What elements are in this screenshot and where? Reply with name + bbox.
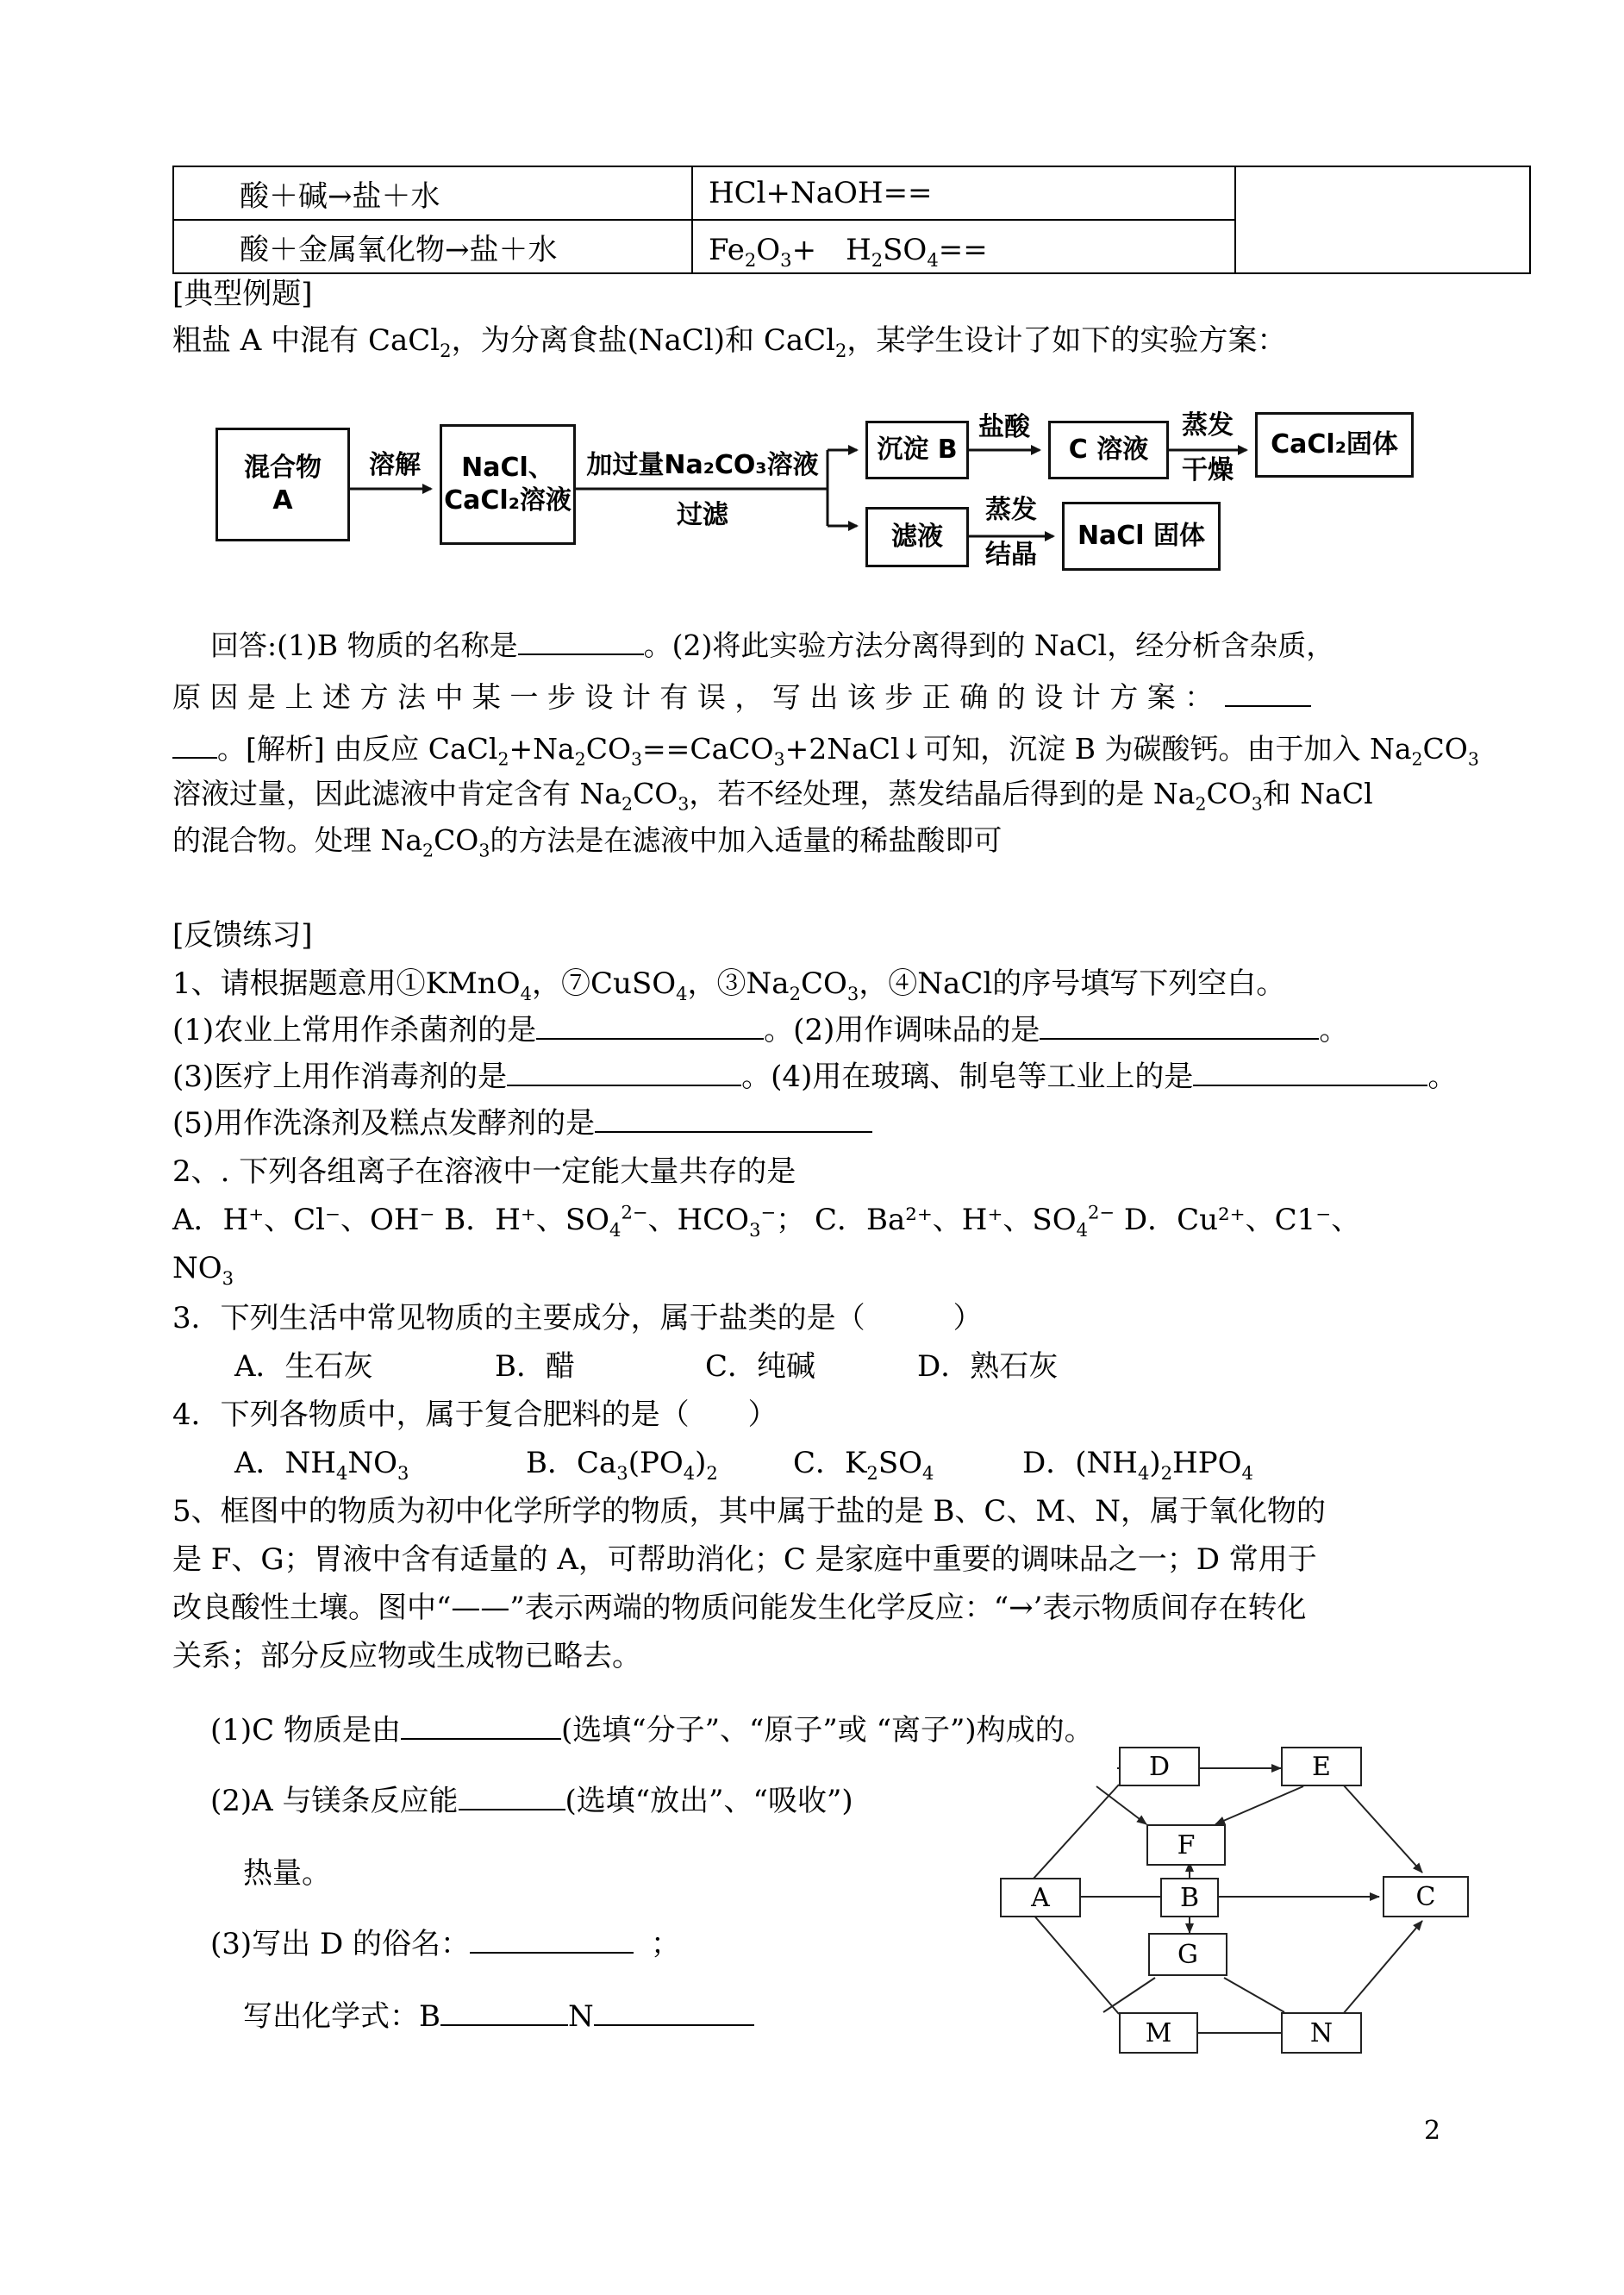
q1-line-2: (3)医疗上用作消毒剂的是 。(4)用在玻璃、制皂等工业上的是 。 bbox=[172, 1060, 1458, 1094]
q1-stem: 1、请根据题意用①KMnO$_4$，⑦CuSO$_4$，$③Na_2CO_3$，④NaCl的序号填写下列空白。 bbox=[172, 966, 1286, 1004]
q1-line-3: (5)用作洗涤剂及糕点发酵剂的是 bbox=[172, 1104, 872, 1143]
box-c-solution: C 溶液 bbox=[1048, 421, 1169, 479]
q3-option-c: C．纯碱 bbox=[705, 1349, 816, 1384]
answer-line-4: 溶液过量，因此滤液中肯定含有 $Na_2CO_3$，若不经处理，蒸发结晶后得到的是 $Na_2CO_3$和 NaCl bbox=[172, 777, 1373, 815]
q5-stem-3: 改良酸性土壤。图中“——”表示两端的物质问能发生化学反应：“→’表示物质间存在转化 bbox=[172, 1591, 1307, 1625]
label-evaporate: 蒸发 bbox=[985, 495, 1037, 525]
relation-diagram bbox=[1000, 1742, 1483, 2069]
table-cell-type: 酸＋金属氧化物→盐＋水 bbox=[173, 220, 692, 273]
node-m: M bbox=[1119, 2012, 1198, 2054]
label-filter: 过滤 bbox=[677, 500, 728, 530]
node-e: E bbox=[1281, 1747, 1362, 1786]
experiment-flowchart bbox=[207, 398, 1431, 588]
q4-option-b: B．$Ca_3(PO_4)_2$ bbox=[526, 1446, 718, 1484]
q5-part-2-cont: 热量。 bbox=[243, 1856, 331, 1891]
box-cacl2-solid: CaCl₂固体 bbox=[1255, 412, 1414, 478]
page-number: 2 bbox=[1424, 2116, 1441, 2146]
q5-part-2: (2)A 与镁条反应能 (选填“放出”、“吸收”) bbox=[210, 1784, 853, 1818]
box-mixture: 混合物 A bbox=[215, 428, 350, 541]
q4-option-d: D．$(NH_4)_2HPO_4$ bbox=[1022, 1446, 1253, 1484]
q5-stem-2: 是 F、G；胃液中含有适量的 A，可帮助消化；C 是家庭中重要的调味品之一；D 常用于 bbox=[172, 1542, 1317, 1577]
q3-option-a: A．生石灰 bbox=[234, 1349, 373, 1384]
box-nacl-solid: NaCl 固体 bbox=[1062, 502, 1221, 571]
label-evaporate: 蒸发 bbox=[1182, 410, 1234, 441]
table-cell-example: $Fe_2O_3+$ $H_2SO_4==$ bbox=[692, 220, 1235, 273]
q2-stem: 2、. 下列各组离子在溶液中一定能大量共存的是 bbox=[172, 1154, 796, 1189]
q2-options-cont: $NO_3$ bbox=[172, 1251, 234, 1289]
label-add-reagent: 加过量Na₂CO₃溶液 bbox=[586, 450, 819, 480]
q5-stem-4: 关系；部分反应物或生成物已略去。 bbox=[172, 1639, 641, 1673]
q5-part-4: 写出化学式：B N bbox=[243, 1997, 754, 2036]
q4-stem: 4．下列各物质中，属于复合肥料的是（ ） bbox=[172, 1398, 778, 1432]
label-hcl: 盐酸 bbox=[978, 412, 1030, 442]
node-f: F bbox=[1146, 1824, 1226, 1866]
q3-option-b: B．醋 bbox=[495, 1349, 575, 1384]
box-solution: NaCl、 CaCl₂溶液 bbox=[440, 424, 576, 545]
section-heading-feedback: [反馈练习] bbox=[172, 918, 313, 953]
node-c: C bbox=[1383, 1876, 1469, 1917]
q5-part-3: (3)写出 D 的俗名： ； bbox=[210, 1927, 681, 1961]
node-a: A bbox=[1000, 1878, 1081, 1917]
answer-line-1: 回答:(1)B 物质的名称是 。(2)将此实验方法分离得到的 NaCl，经分析含杂质， bbox=[210, 628, 1335, 662]
q2-options: A．H⁺、Cl⁻、OH⁻ B．H⁺、$SO_4^{2-}$、$HCO_3^-$； C．Ba²⁺、H⁺、$SO_4^{2-}$ D．Cu²⁺、C1⁻、 bbox=[172, 1201, 1361, 1241]
q1-line-1: (1)农业上常用作杀菌剂的是 。(2)用作调味品的是 。 bbox=[172, 1013, 1349, 1047]
answer-line-5: 的混合物。处理 $Na_2CO_3$的方法是在滤液中加入适量的稀盐酸即可 bbox=[172, 823, 1003, 861]
node-d: D bbox=[1119, 1747, 1200, 1786]
label-dry: 干燥 bbox=[1182, 455, 1234, 485]
label-dissolve: 溶解 bbox=[369, 450, 421, 480]
q5-part-1: (1)C 物质是由 (选填“分子”、“原子”或 “离子”)构成的。 bbox=[210, 1713, 1094, 1748]
example-intro: 粗盐 A 中混有 CaCl$_2$，为分离食盐(NaCl)和 CaCl$_2$，某学生设计了如下的实验方案： bbox=[172, 323, 1287, 361]
label-crystallize: 结晶 bbox=[985, 540, 1037, 570]
answer-line-2: 原 因 是 上 述 方 法 中 某 一 步 设 计 有 误 ， 写 出 该 步 正 确 的 设 计 方 案 ： bbox=[172, 678, 1311, 717]
q5-stem-1: 5、框图中的物质为初中化学所学的物质，其中属于盐的是 B、C、M、N，属于氧化物的 bbox=[172, 1494, 1327, 1529]
node-n: N bbox=[1281, 2012, 1362, 2054]
answer-line-3: 。[解析] 由反应 $CaCl_2+Na_2CO_3==CaCO_3+2NaCl↓$可知，沉淀 B 为碳酸钙。由于加入 $Na_2CO_3$ bbox=[172, 729, 1479, 769]
node-b: B bbox=[1160, 1878, 1219, 1917]
table-cell-type: 酸＋碱→盐＋水 bbox=[173, 166, 692, 220]
node-g: G bbox=[1148, 1933, 1227, 1976]
box-precipitate: 沉淀 B bbox=[865, 421, 969, 479]
table-cell-example: HCl+NaOH== bbox=[692, 166, 1235, 220]
table-cell-empty bbox=[1235, 166, 1530, 273]
table-row bbox=[173, 166, 1530, 220]
box-filtrate: 滤液 bbox=[865, 507, 969, 567]
q3-stem: 3．下列生活中常见物质的主要成分，属于盐类的是（ ） bbox=[172, 1301, 983, 1335]
section-heading-example: [典型例题] bbox=[172, 277, 313, 311]
q3-option-d: D．熟石灰 bbox=[917, 1349, 1059, 1384]
q4-option-a: A．$NH_4NO_3$ bbox=[234, 1446, 409, 1484]
flowchart-arrows bbox=[207, 398, 1431, 588]
reaction-table bbox=[172, 166, 1531, 274]
q4-option-c: C．$K_2SO_4$ bbox=[793, 1446, 934, 1484]
